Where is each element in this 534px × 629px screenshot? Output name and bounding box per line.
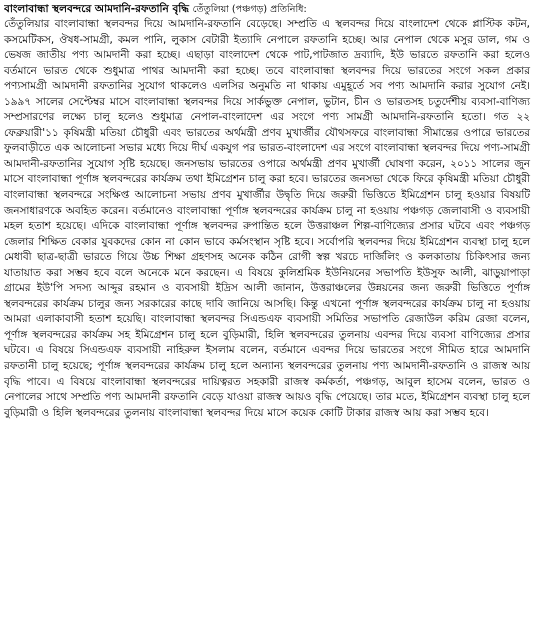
article-body: তেঁতুলিয়ার বাংলাবান্ধা স্থলবন্দর দিয়ে আমদানি-রফতানি বেড়েছে। সম্প্রতি এ স্থলবন্দর দিয়ে বাংলাদেশ থেকে প্লাস্টিক কটন, কসমেটিকস, ঔষধ-সামগ্রী, কমল পানি, লুকাস বেটারী ইত্যাদি নেপালে রফতানি হচ্ছে। আর নেপাল থেকে মসুর ডাল, গম ও ভেষজ জাতীয় পণ্য আমদানী করা হচ্ছে। এছাড়া বাংলাদেশ থেকে পাট,পাটজাত দ্রব্যাদি, ইউ ভারতে রফতানি করা হলেও বর্তমানে ভারত থেকে শুধুমাত্র পাথর আমদানী করা হচ্ছে। তবে বাংলাবান্ধা স্থলবন্দর দিয়ে ভারতের সংগে সকল প্রকার পণ্যসামগ্রী আমদানী রফতানির সুযোগ থাকলেও এলসির অনুমতি না থাকায় এমুহূর্তে সব পণ্য আমদানি করার সুযোগ নেই। ১৯৯৭ সালের সেপ্টেম্বর মাসে বাংলাবান্ধা স্থলবন্দর দিয়ে সার্কভুক্ত নেপাল, ভুটান, চীন ও ভারতসহ চতুর্দেশীয় ব্যবসা-বাণিজ্য সম্প্রসারণের লক্ষ্যে চালু হলেও শুধুমাত্র নেপাল-বাংলাদেশ এর সংগে পণ্য সামগ্রী আমদানি-রফতানি হতো। গত ২২ ফেব্রুয়ারী'১১ কৃষিমন্ত্রী মতিয়া চৌধুরী এবং ভারতের অর্থমন্ত্রী প্রণব মুখার্জীর যৌথসফরে বাংলাবান্ধা সীমান্তের ওপারে ভারতের ফুলবাড়ীতে এক আলোচনা সভার মধ্যে দিয়ে দীর্ঘ একযুগ পর ভারত-বাংলাদেশ এর সংগে বাংলাবান্ধা স্থলবন্দর দিয়ে পণ্য-সামগ্রী আমদানী-রফতানির সুযোগ সৃষ্টি হয়েছে। জনসভায় ভারতের ওপারে অর্থমন্ত্রী প্রণব মুখার্জী ঘোষণা করেন, ২০১১ সালের জুন মাসে বাংলাবান্ধা পূর্ণাঙ্গ স্থলবন্দরের কার্যক্রম তথা ইমিগ্রেশন চালু করা হবে। ভারতের জনসভা থেকে ফিরে কৃষিমন্ত্রী মতিয়া চৌধুরী বাংলাবান্ধা স্থলবন্দরে সংক্ষিপ্ত আলোচনা সভায় প্রণব মুখার্জীর উদ্বৃতি দিয়ে জরুরী ভিত্তিতে ইমিগ্রেশন চালু হওয়ার বিষয়টি জনসাধারণকে অবহিত করেন। বর্তমানেও বাংলাবান্ধা পূর্ণাঙ্গ স্থলবন্দরের কার্যক্রম চালু না হওয়ায় পঞ্চগড় জেলাবাসী ও ব্যবসায়ী মহল হতাশ হয়েছে। এদিকে বাংলাবান্ধা পূর্ণাঙ্গ স্থলবন্দর রুপান্তিত হলে উত্তরাঞ্চল শিল্প-বাণিজ্যের প্রসার ঘটবে এবং পঞ্চগড় জেলার শিক্ষিত বেকার যুবকদের কোন না কোন ভাবে কর্মসংস্থান সৃষ্টি হবে। সর্বোপরি স্থলবন্দর দিয়ে ইমিগ্রেশন ব্যবস্থা চালু হলে মেধাবী ছাত্র-ছাত্রী ভারতে গিয়ে উচ্চ শিক্ষা গ্রহণসহ অনেক কঠিন রোগী স্বল্প খরচে দার্জিলিং ও কলকাতায় চিকিৎসার জন্য যাতায়াত করা সম্ভব হবে বলে অনেকে মনে করছেন। এ বিষয়ে কুলিশ্রমিক ইউনিয়নের সভাপতি ইউসুফ আলী, ঝাড়ুয়াপাড়া গ্রামের ইউ'পি সদস্য আব্দুর রহমান ও ব্যবসায়ী ইদ্রিস আলী জানান, উত্তরাঞ্চলের উন্নয়নের জন্য জরুরী ভিত্তিতে পূর্ণাঙ্গ স্থলবন্দরের কার্যক্রম চালুর জন্য সরকারের কাছে দাবি জানিয়ে আসছি। কিন্তু এখনো পূর্ণাঙ্গ স্থলবন্দরের কার্যক্রম চালু না হওয়ায় আমরা এলাকাবাসী হতাশ হয়েছি। বাংলাবান্ধা স্থলবন্দর সিএন্ডএফ ব্যবসায়ী সমিতির সভাপতি রেজাউল করিম রেজা বলেন, পূর্ণাঙ্গ স্থলবন্দরের কার্যক্রম সহ ইমিগ্রেশন চালু হলে বুড়িমারী, হিলি স্থলবন্দরের তুলনায় এবন্দর দিয়ে ব্যবসা বাণিজ্যের প্রসার ঘটবে। এ বিষয়ে সিএন্ডএফ ব্যবসায়ী নাহিরুল ইসলাম বলেন, বর্তমানে এবন্দর দিয়ে ভারতের সংগে সীমিত হারে আমদানি রফতানী চালু হয়েছে; পূর্ণাঙ্গ স্থলবন্দরের কার্যক্রম চালু হলে অন্যান্য স্থলবন্দরের তুলনায় পণ্য আমদানী-রফতানি ও রাজস্ব আয় বৃদ্ধি পাবে। এ বিষয়ে বাংলাবান্ধা স্থলবন্দরের দায়িত্বরত সহকারী রাজস্ব কর্মকর্তা, পঞ্চগড়, আবুল হাসেম বলেন, ভারত ও নেপালের সাথে সম্প্রতি পণ্য আমদানী রফতানি বেড়ে যাওয়া রাজস্ব আয়ও বৃদ্ধি পেয়েছে। তার মতে, ইমিগ্রেশন ব্যবস্থা চালু হলে বুড়িমারী ও হিলি স্থলবন্দরের তুলনায় বাংলাবান্ধা স্থলবন্দর দিয়ে মাসে কয়েক কোটি টাকার রাজস্ব আয় করা সম্ভব হবে। — [4, 18, 530, 419]
article-headline: বাংলাবান্ধা স্থলবন্দরে আমদানি-রফতানি বৃদ্ধি — [4, 3, 189, 15]
article-headline-line — [4, 2, 530, 17]
article-byline: তেঁতুলিয়া (পঞ্চগড়) প্রতিনিধি: — [192, 4, 307, 15]
